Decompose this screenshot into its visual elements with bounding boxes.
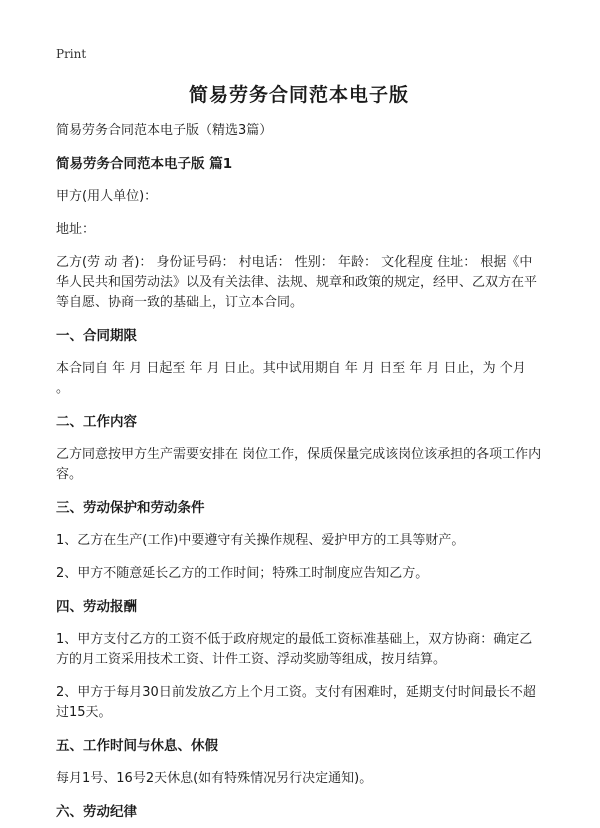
paragraph-contract-term: 本合同自 年 月 日起至 年 月 日止。其中试用期自 年 月 日至 年 月 日止，为 个月 。 — [56, 361, 526, 396]
heading-remuneration: 四、劳动报酬 — [56, 599, 137, 615]
paragraph-labor-protection-2: 2、甲方不随意延长乙方的工作时间；特殊工时制度应告知乙方。 — [56, 566, 429, 581]
paragraph-remuneration-1: 1、甲方支付乙方的工资不低于政府规定的最低工资标准基础上，双方协商：确定乙方的月工资采用技术工资、计件工资、浮动奖励等组成，按月结算。 — [56, 632, 533, 667]
heading-labor-discipline: 六、劳动纪律 — [56, 804, 137, 820]
paragraph-working-hours: 每月1号、16号2天休息(如有特殊情况另行决定通知)。 — [56, 771, 373, 786]
paragraph-work-content: 乙方同意按甲方生产需要安排在 岗位工作，保质保量完成该岗位该承担的各项工作内容。 — [56, 447, 542, 482]
paragraph-labor-protection-1: 1、乙方在生产(工作)中要遵守有关操作规程、爱护甲方的工具等财产。 — [56, 533, 465, 548]
party-b-paragraph: 乙方(劳 动 者)： 身份证号码： 村电话： 性别： 年龄： 文化程度 住址： 根据《中华人民共和国劳动法》以及有关法律、法规、规章和政策的规定，经甲、乙双方在平等自愿、协商一致的基础上，订立本合同。 — [56, 255, 538, 310]
section-title: 简易劳务合同范本电子版 篇1 — [56, 156, 233, 172]
address-line: 地址： — [56, 222, 96, 237]
print-label[interactable]: Print — [56, 47, 87, 61]
heading-labor-protection: 三、劳动保护和劳动条件 — [56, 500, 205, 516]
heading-working-hours: 五、工作时间与休息、休假 — [56, 738, 218, 754]
heading-work-content: 二、工作内容 — [56, 414, 137, 430]
party-a-line: 甲方(用人单位)： — [56, 189, 158, 204]
document-title: 简易劳务合同范本电子版 — [188, 84, 409, 106]
document-subtitle: 简易劳务合同范本电子版（精选3篇） — [56, 123, 273, 138]
paragraph-remuneration-2: 2、甲方于每月30日前发放乙方上个月工资。支付有困难时，延期支付时间最长不超过15天。 — [56, 685, 536, 720]
heading-contract-term: 一、合同期限 — [56, 328, 137, 344]
